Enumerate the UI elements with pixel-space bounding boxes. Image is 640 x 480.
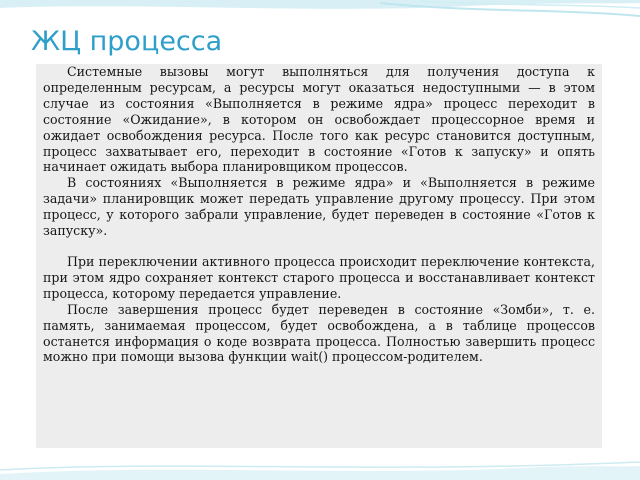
scanned-text-block xyxy=(36,64,602,448)
decorative-wave-bottom xyxy=(0,450,640,480)
paragraph-scheduler: В состояниях «Выполняется в режиме ядра» и «Выполняется в режиме задачи» планировщик может передать управление другому процессу. При этом процесс, у которого забрали управление, будет переведен в состояние «Готов к запуску». xyxy=(43,175,595,239)
paragraph-zombie: После завершения процесс будет переведен в состояние «Зомби», т. е. память, занимаемая процессом, будет освобождена, а в таблице процессов останется информация о коде возврата процесса. Полностью завершить процесс можно при помощи вызова функции wait() процессом-родителем. xyxy=(43,301,595,365)
slide-title: ЖЦ процесса xyxy=(31,26,223,57)
paragraph-system-calls: Системные вызовы могут выполняться для получения доступа к определенным ресурсам, а ресурсы могут оказаться недоступными — в этом случае из состояния «Выполняется в режиме ядра» процесс переходит в состояние «Ожидание», в котором он освобождает процессорное время и ожидает освобождения ресурса. После того как ресурс становится доступным, процесс захватывает его, переходит в состояние «Готов к запуску» и опять начинает ожидать выбора планировщиком процессов. xyxy=(43,64,595,175)
paragraph-context-switch: При переключении активного процесса происходит переключение контекста, при этом ядро сохраняет контекст старого процесса и восстанавливает контекст процесса, которому передается управление. xyxy=(43,253,595,301)
